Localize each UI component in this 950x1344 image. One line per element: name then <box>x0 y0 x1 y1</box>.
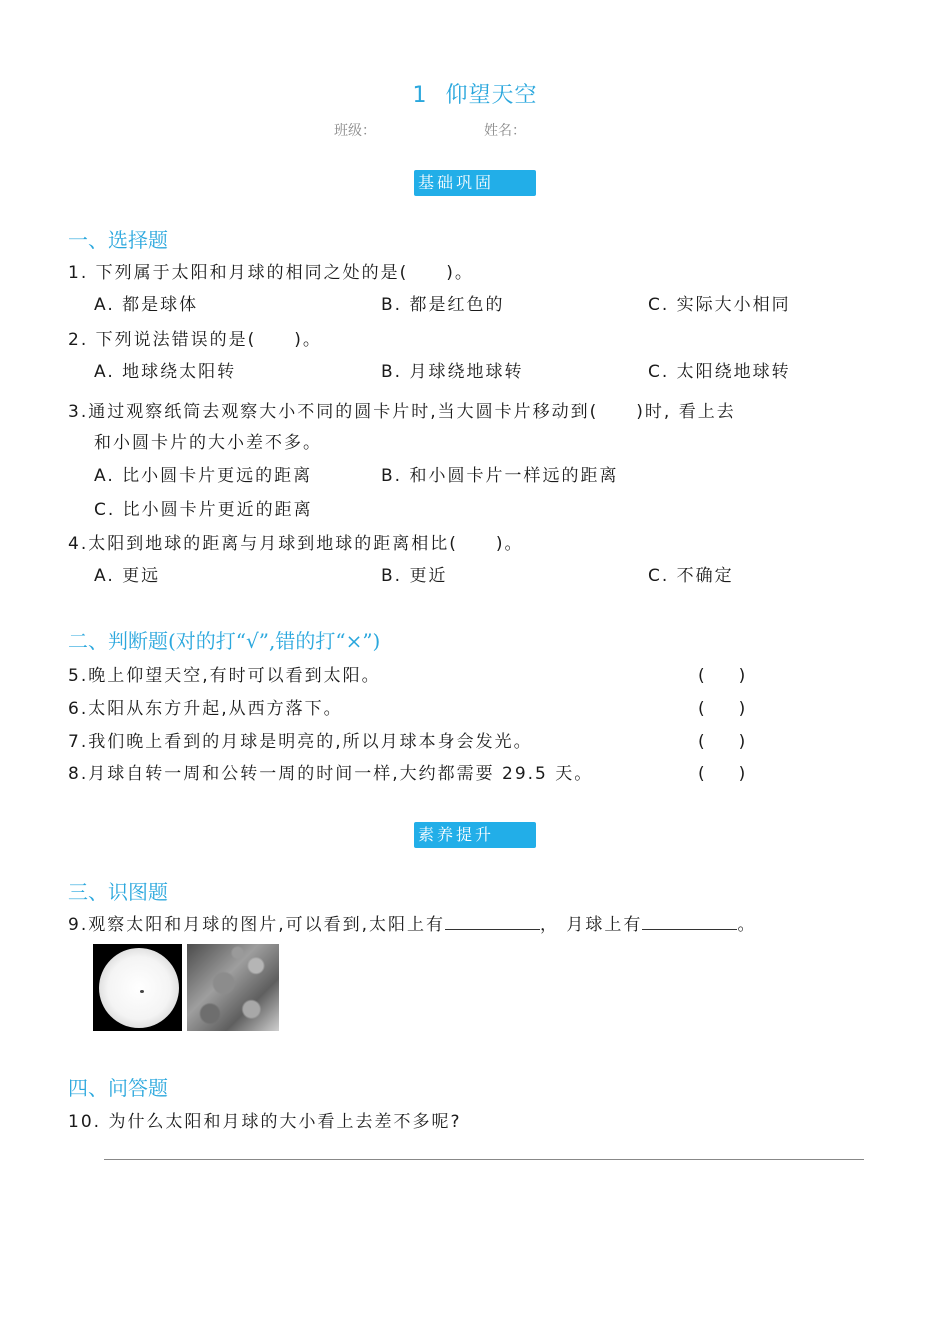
judgement-answer-5[interactable]: ( ) <box>698 666 746 686</box>
question-2-option-c[interactable]: C. 太阳绕地球转 <box>648 362 791 382</box>
question-10-stem: 10. 为什么太阳和月球的大小看上去差不多呢? <box>68 1112 462 1132</box>
section-heading-judgement: 二、判断题(对的打“√”,错的打“×”) <box>68 629 381 653</box>
judgement-item-5: 5.晚上仰望天空,有时可以看到太阳。 <box>68 666 381 686</box>
question-9-text-3: 。 <box>737 915 757 935</box>
section-heading-image: 三、识图题 <box>68 880 168 904</box>
question-4-option-c[interactable]: C. 不确定 <box>648 566 734 586</box>
question-3-option-b[interactable]: B. 和小圆卡片一样远的距离 <box>381 466 619 486</box>
question-2-option-a[interactable]: A. 地球绕太阳转 <box>94 362 237 382</box>
judgement-item-6: 6.太阳从东方升起,从西方落下。 <box>68 699 343 719</box>
question-1-option-c[interactable]: C. 实际大小相同 <box>648 295 791 315</box>
page-title <box>0 78 950 109</box>
sunspot <box>140 990 144 993</box>
question-2-stem: 2. 下列说法错误的是( )。 <box>68 330 322 350</box>
judgement-item-8: 8.月球自转一周和公转一周的时间一样,大约都需要 29.5 天。 <box>68 764 594 784</box>
answer-line[interactable] <box>104 1159 864 1160</box>
question-4-option-b[interactable]: B. 更近 <box>381 566 448 586</box>
moon-answer-blank[interactable] <box>642 913 737 930</box>
question-9-stem <box>68 910 756 935</box>
moon-surface-image <box>187 944 279 1031</box>
lesson-number: 1 <box>412 83 428 108</box>
question-4-stem: 4.太阳到地球的距离与月球到地球的距离相比( )。 <box>68 534 524 554</box>
question-3-stem-continued: 和小圆卡片的大小差不多。 <box>94 433 322 453</box>
name-label: 姓名： <box>484 123 526 139</box>
judgement-answer-7[interactable]: ( ) <box>698 732 746 752</box>
section-heading-choice: 一、选择题 <box>68 228 168 252</box>
sun-disc <box>99 948 179 1028</box>
question-3-option-a[interactable]: A. 比小圆卡片更远的距离 <box>94 466 313 486</box>
question-3-option-c[interactable]: C. 比小圆卡片更近的距离 <box>94 500 313 520</box>
sun-answer-blank[interactable] <box>445 913 540 930</box>
judgement-answer-6[interactable]: ( ) <box>698 699 746 719</box>
lesson-title: 仰望天空 <box>445 83 538 108</box>
sun-image <box>93 944 182 1031</box>
question-4-option-a[interactable]: A. 更远 <box>94 566 161 586</box>
judgement-answer-8[interactable]: ( ) <box>698 764 746 784</box>
question-1-option-b[interactable]: B. 都是红色的 <box>381 295 505 315</box>
question-2-option-b[interactable]: B. 月球绕地球转 <box>381 362 524 382</box>
question-1-stem: 1. 下列属于太阳和月球的相同之处的是( )。 <box>68 263 474 283</box>
question-9-text-1: 9.观察太阳和月球的图片,可以看到,太阳上有 <box>68 915 446 935</box>
judgement-item-7: 7.我们晚上看到的月球是明亮的,所以月球本身会发光。 <box>68 732 533 752</box>
section-badge-basic: 基础巩固 <box>414 170 536 196</box>
section-heading-qa: 四、问答题 <box>68 1076 168 1100</box>
class-label: 班级： <box>334 123 376 139</box>
question-3-stem: 3.通过观察纸筒去观察大小不同的圆卡片时,当大圆卡片移动到( )时, 看上去 <box>68 402 736 422</box>
question-9-text-2: ， 月球上有 <box>540 915 643 935</box>
section-badge-advanced: 素养提升 <box>414 822 536 848</box>
question-1-option-a[interactable]: A. 都是球体 <box>94 295 199 315</box>
